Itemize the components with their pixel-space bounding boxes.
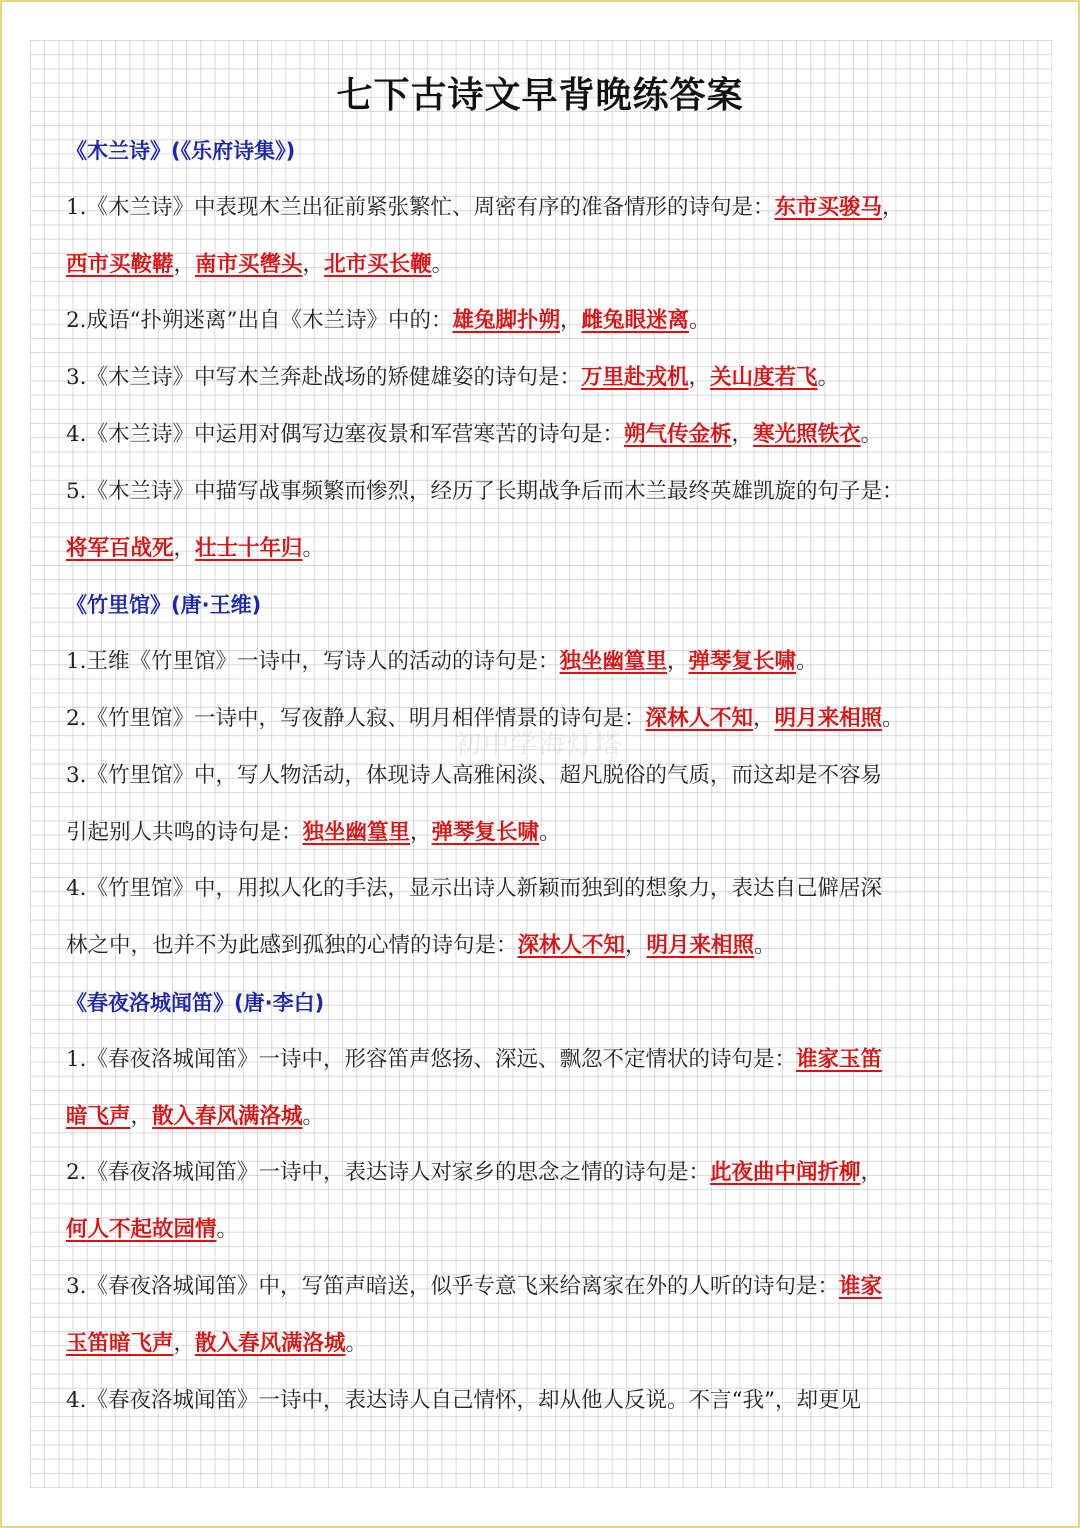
question-text: 3.《木兰诗》中写木兰奔赴战场的矫健雄姿的诗句是： xyxy=(66,365,582,391)
text-line xyxy=(66,1145,1016,1202)
answer-text: 暗飞声 xyxy=(66,1103,131,1129)
text-line xyxy=(66,180,1016,237)
answer-text: 壮士十年归 xyxy=(195,535,303,561)
answer-text: 弹琴复长啸 xyxy=(688,649,797,675)
text-line xyxy=(66,407,1016,464)
question-text: 林之中，也并不为此感到孤独的心情的诗句是： xyxy=(66,933,518,959)
text-line xyxy=(66,521,1016,578)
question-text: 。 xyxy=(216,1217,239,1243)
section-heading xyxy=(66,577,1016,634)
answer-text: 谁家 xyxy=(839,1273,883,1299)
question-text: ， xyxy=(173,1330,196,1356)
text-line xyxy=(66,350,1016,407)
question-text: 1.王维《竹里馆》一诗中，写诗人的活动的诗句是： xyxy=(66,649,560,675)
text-line xyxy=(66,1202,1016,1259)
question-text: 引起别人共鸣的诗句是： xyxy=(66,819,303,845)
question-text: 4.《春夜洛城闻笛》一诗中，表达诗人自己情怀，却从他人反说。不言“我”，却更见 xyxy=(66,1387,861,1413)
question-text: 。 xyxy=(860,421,883,447)
question-text: 4.《竹里馆》中，用拟人化的手法，显示出诗人新颖而独到的想象力，表达自己僻居深 xyxy=(66,876,883,902)
question-text: 。 xyxy=(302,1103,325,1129)
question-text: ， xyxy=(625,933,647,959)
question-text: 。 xyxy=(754,933,776,959)
question-text: 。 xyxy=(431,251,454,277)
text-line xyxy=(66,805,1016,862)
text-line xyxy=(66,1373,1016,1430)
question-text: 。 xyxy=(817,365,840,391)
text-line xyxy=(66,464,1016,521)
question-text: ， xyxy=(302,251,325,277)
answer-text: 何人不起故园情 xyxy=(66,1217,217,1243)
question-text: ， xyxy=(731,421,754,447)
answer-text: 万里赴戎机 xyxy=(581,365,689,391)
page-title: 七下古诗文早背晚练答案 xyxy=(336,75,744,116)
text-line xyxy=(66,1316,1016,1373)
answer-text: 独坐幽篁里 xyxy=(559,649,668,675)
question-text: 1.《木兰诗》中表现木兰出征前紧张繁忙、周密有序的准备情形的诗句是： xyxy=(66,194,775,220)
question-text: 。 xyxy=(302,535,325,561)
question-text: ， xyxy=(688,365,711,391)
text-line xyxy=(66,918,1016,975)
answer-text: 寒光照铁衣 xyxy=(753,421,861,447)
question-text: 《春夜洛城闻笛》(唐·李白) xyxy=(66,990,325,1015)
answer-text: 雌兔眼迷离 xyxy=(581,308,690,334)
document-body xyxy=(66,123,1016,1429)
question-text: 。 xyxy=(539,819,561,845)
question-text: ， xyxy=(860,1160,883,1186)
answer-text: 明月来相照 xyxy=(774,705,883,731)
question-text: 5.《木兰诗》中描写战事频繁而惨烈，经历了长期战争后而木兰最终英雄凯旋的句子是： xyxy=(66,478,904,504)
answer-text: 独坐幽篁里 xyxy=(302,819,411,845)
question-text: 4.《木兰诗》中运用对偶写边塞夜景和军营寒苦的诗句是： xyxy=(66,421,625,447)
question-text: 3.《竹里馆》中，写人物活动，体现诗人高雅闲淡、超凡脱俗的气质，而这却是不容易 xyxy=(66,762,883,788)
answer-text: 深林人不知 xyxy=(645,705,754,731)
answer-text: 散入春风满洛城 xyxy=(195,1330,346,1356)
question-text: ， xyxy=(560,308,582,334)
question-text: 。 xyxy=(345,1330,368,1356)
section-heading xyxy=(66,123,1016,180)
question-text: ， xyxy=(753,705,775,731)
question-text: 1.《春夜洛城闻笛》一诗中，形容笛声悠扬、深远、飘忽不定情状的诗句是： xyxy=(66,1046,797,1072)
question-text: 。 xyxy=(882,705,904,731)
question-text: 。 xyxy=(689,308,711,334)
answer-text: 玉笛暗飞声 xyxy=(66,1330,174,1356)
answer-text: 明月来相照 xyxy=(646,933,755,959)
text-line xyxy=(66,293,1016,350)
text-line xyxy=(66,634,1016,691)
text-line xyxy=(66,1089,1016,1146)
question-text: 《竹里馆》(唐·王维) xyxy=(66,593,262,618)
answer-text: 雄兔脚扑朔 xyxy=(452,308,561,334)
question-text: 2.《春夜洛城闻笛》一诗中，表达诗人对家乡的思念之情的诗句是： xyxy=(66,1160,711,1186)
answer-text: 南市买辔头 xyxy=(195,251,303,277)
question-text: 《木兰诗》(《乐府诗集》) xyxy=(66,139,296,163)
answer-text: 此夜曲中闻折柳 xyxy=(710,1160,861,1186)
answer-text: 朔气传金柝 xyxy=(624,421,732,447)
question-text: 2.《竹里馆》一诗中，写夜静人寂、明月相伴情景的诗句是： xyxy=(66,705,646,731)
question-text: 。 xyxy=(796,649,818,675)
question-text: 3.《春夜洛城闻笛》中，写笛声暗送，似乎专意飞来给离家在外的人听的诗句是： xyxy=(66,1273,840,1299)
text-line xyxy=(66,1259,1016,1316)
answer-text: 东市买骏马 xyxy=(774,194,883,220)
question-text: ， xyxy=(882,194,904,220)
watermark: 初中学海灯塔 xyxy=(455,730,624,760)
answer-text: 北市买长鞭 xyxy=(324,251,432,277)
text-line xyxy=(66,1032,1016,1089)
text-line xyxy=(66,237,1016,294)
question-text: ， xyxy=(173,535,196,561)
section-heading xyxy=(66,975,1016,1032)
text-line xyxy=(66,861,1016,918)
answer-text: 将军百战死 xyxy=(66,535,174,561)
answer-text: 谁家玉笛 xyxy=(796,1046,883,1072)
answer-text: 关山度若飞 xyxy=(710,365,818,391)
question-text: 2.成语“扑朔迷离”出自《木兰诗》中的： xyxy=(66,308,453,334)
answer-text: 深林人不知 xyxy=(517,933,626,959)
answer-text: 散入春风满洛城 xyxy=(152,1103,303,1129)
question-text: ， xyxy=(130,1103,153,1129)
text-line xyxy=(66,691,1016,748)
answer-text: 弹琴复长啸 xyxy=(431,819,540,845)
text-line xyxy=(66,748,1016,805)
question-text: ， xyxy=(667,649,689,675)
question-text: ， xyxy=(410,819,432,845)
answer-text: 西市买鞍鞯 xyxy=(66,251,174,277)
question-text: ， xyxy=(173,251,196,277)
